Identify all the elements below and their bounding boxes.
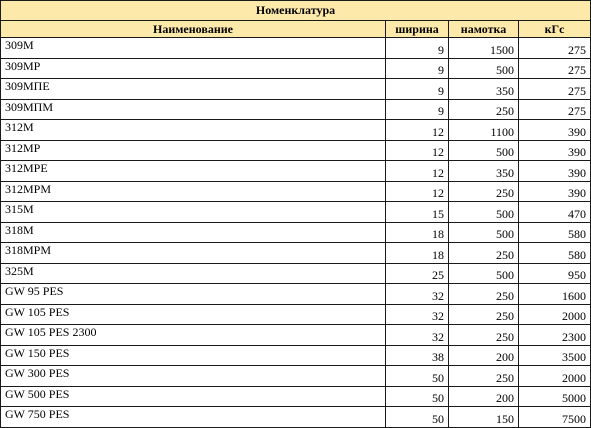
cell-winding: 500 bbox=[449, 58, 519, 79]
cell-winding: 350 bbox=[449, 79, 519, 100]
cell-name: 315M bbox=[1, 202, 386, 223]
table-title-row bbox=[1, 1, 591, 21]
cell-name: 312MP bbox=[1, 140, 386, 161]
cell-winding: 350 bbox=[449, 161, 519, 182]
cell-winding: 250 bbox=[449, 243, 519, 264]
cell-kgs: 390 bbox=[519, 120, 591, 141]
cell-winding: 250 bbox=[449, 304, 519, 325]
cell-kgs: 3500 bbox=[519, 345, 591, 366]
table-row bbox=[1, 243, 591, 264]
cell-name: GW 300 PES bbox=[1, 366, 386, 387]
cell-winding: 150 bbox=[449, 407, 519, 428]
cell-width: 32 bbox=[386, 284, 449, 305]
table-row bbox=[1, 181, 591, 202]
cell-kgs: 390 bbox=[519, 161, 591, 182]
cell-width: 25 bbox=[386, 263, 449, 284]
cell-winding: 500 bbox=[449, 140, 519, 161]
cell-kgs: 1600 bbox=[519, 284, 591, 305]
table-row bbox=[1, 161, 591, 182]
cell-kgs: 580 bbox=[519, 243, 591, 264]
cell-width: 32 bbox=[386, 325, 449, 346]
cell-winding: 1100 bbox=[449, 120, 519, 141]
cell-winding: 200 bbox=[449, 386, 519, 407]
cell-width: 12 bbox=[386, 181, 449, 202]
table-row bbox=[1, 284, 591, 305]
cell-kgs: 390 bbox=[519, 181, 591, 202]
cell-winding: 250 bbox=[449, 366, 519, 387]
cell-name: 325M bbox=[1, 263, 386, 284]
table-row bbox=[1, 58, 591, 79]
cell-name: GW 500 PES bbox=[1, 386, 386, 407]
cell-name: GW 750 PES bbox=[1, 407, 386, 428]
cell-name: 312MPE bbox=[1, 161, 386, 182]
table-row bbox=[1, 304, 591, 325]
cell-kgs: 5000 bbox=[519, 386, 591, 407]
cell-width: 12 bbox=[386, 120, 449, 141]
cell-kgs: 2000 bbox=[519, 304, 591, 325]
cell-width: 12 bbox=[386, 161, 449, 182]
table-body bbox=[1, 38, 591, 428]
cell-name: GW 95 PES bbox=[1, 284, 386, 305]
cell-winding: 500 bbox=[449, 202, 519, 223]
cell-name: GW 150 PES bbox=[1, 345, 386, 366]
cell-winding: 250 bbox=[449, 284, 519, 305]
cell-kgs: 275 bbox=[519, 79, 591, 100]
column-header-name: Наименование bbox=[1, 21, 386, 38]
cell-kgs: 2000 bbox=[519, 366, 591, 387]
table-row bbox=[1, 386, 591, 407]
cell-width: 50 bbox=[386, 386, 449, 407]
table-row bbox=[1, 202, 591, 223]
cell-kgs: 275 bbox=[519, 38, 591, 59]
table-row bbox=[1, 99, 591, 120]
table-row bbox=[1, 120, 591, 141]
table-header-row bbox=[1, 21, 591, 38]
cell-winding: 500 bbox=[449, 222, 519, 243]
column-header-width: ширина bbox=[386, 21, 449, 38]
cell-kgs: 7500 bbox=[519, 407, 591, 428]
cell-name: 309MПM bbox=[1, 99, 386, 120]
cell-width: 12 bbox=[386, 140, 449, 161]
cell-winding: 250 bbox=[449, 99, 519, 120]
table-row bbox=[1, 366, 591, 387]
cell-width: 50 bbox=[386, 407, 449, 428]
cell-winding: 500 bbox=[449, 263, 519, 284]
cell-name: GW 105 PES bbox=[1, 304, 386, 325]
cell-kgs: 275 bbox=[519, 99, 591, 120]
table-row bbox=[1, 79, 591, 100]
column-header-kgs: кГс bbox=[519, 21, 591, 38]
table-row bbox=[1, 222, 591, 243]
cell-name: 312M bbox=[1, 120, 386, 141]
cell-width: 9 bbox=[386, 79, 449, 100]
cell-width: 9 bbox=[386, 38, 449, 59]
cell-kgs: 390 bbox=[519, 140, 591, 161]
cell-width: 38 bbox=[386, 345, 449, 366]
cell-width: 50 bbox=[386, 366, 449, 387]
cell-kgs: 470 bbox=[519, 202, 591, 223]
cell-width: 32 bbox=[386, 304, 449, 325]
cell-winding: 250 bbox=[449, 181, 519, 202]
cell-name: 309MПE bbox=[1, 79, 386, 100]
cell-width: 9 bbox=[386, 99, 449, 120]
cell-winding: 1500 bbox=[449, 38, 519, 59]
cell-kgs: 2300 bbox=[519, 325, 591, 346]
cell-winding: 200 bbox=[449, 345, 519, 366]
cell-width: 9 bbox=[386, 58, 449, 79]
cell-width: 18 bbox=[386, 243, 449, 264]
cell-width: 18 bbox=[386, 222, 449, 243]
cell-name: 318M bbox=[1, 222, 386, 243]
cell-name: 309M bbox=[1, 38, 386, 59]
cell-name: 309MP bbox=[1, 58, 386, 79]
table-row bbox=[1, 407, 591, 428]
cell-kgs: 950 bbox=[519, 263, 591, 284]
table-row bbox=[1, 263, 591, 284]
table-title: Номенклатура bbox=[1, 1, 591, 21]
cell-winding: 250 bbox=[449, 325, 519, 346]
table-row bbox=[1, 345, 591, 366]
column-header-winding: намотка bbox=[449, 21, 519, 38]
table-row bbox=[1, 38, 591, 59]
cell-width: 15 bbox=[386, 202, 449, 223]
table-row bbox=[1, 140, 591, 161]
table-row bbox=[1, 325, 591, 346]
cell-name: 312MPM bbox=[1, 181, 386, 202]
cell-kgs: 275 bbox=[519, 58, 591, 79]
cell-name: 318MPM bbox=[1, 243, 386, 264]
cell-name: GW 105 PES 2300 bbox=[1, 325, 386, 346]
cell-kgs: 580 bbox=[519, 222, 591, 243]
